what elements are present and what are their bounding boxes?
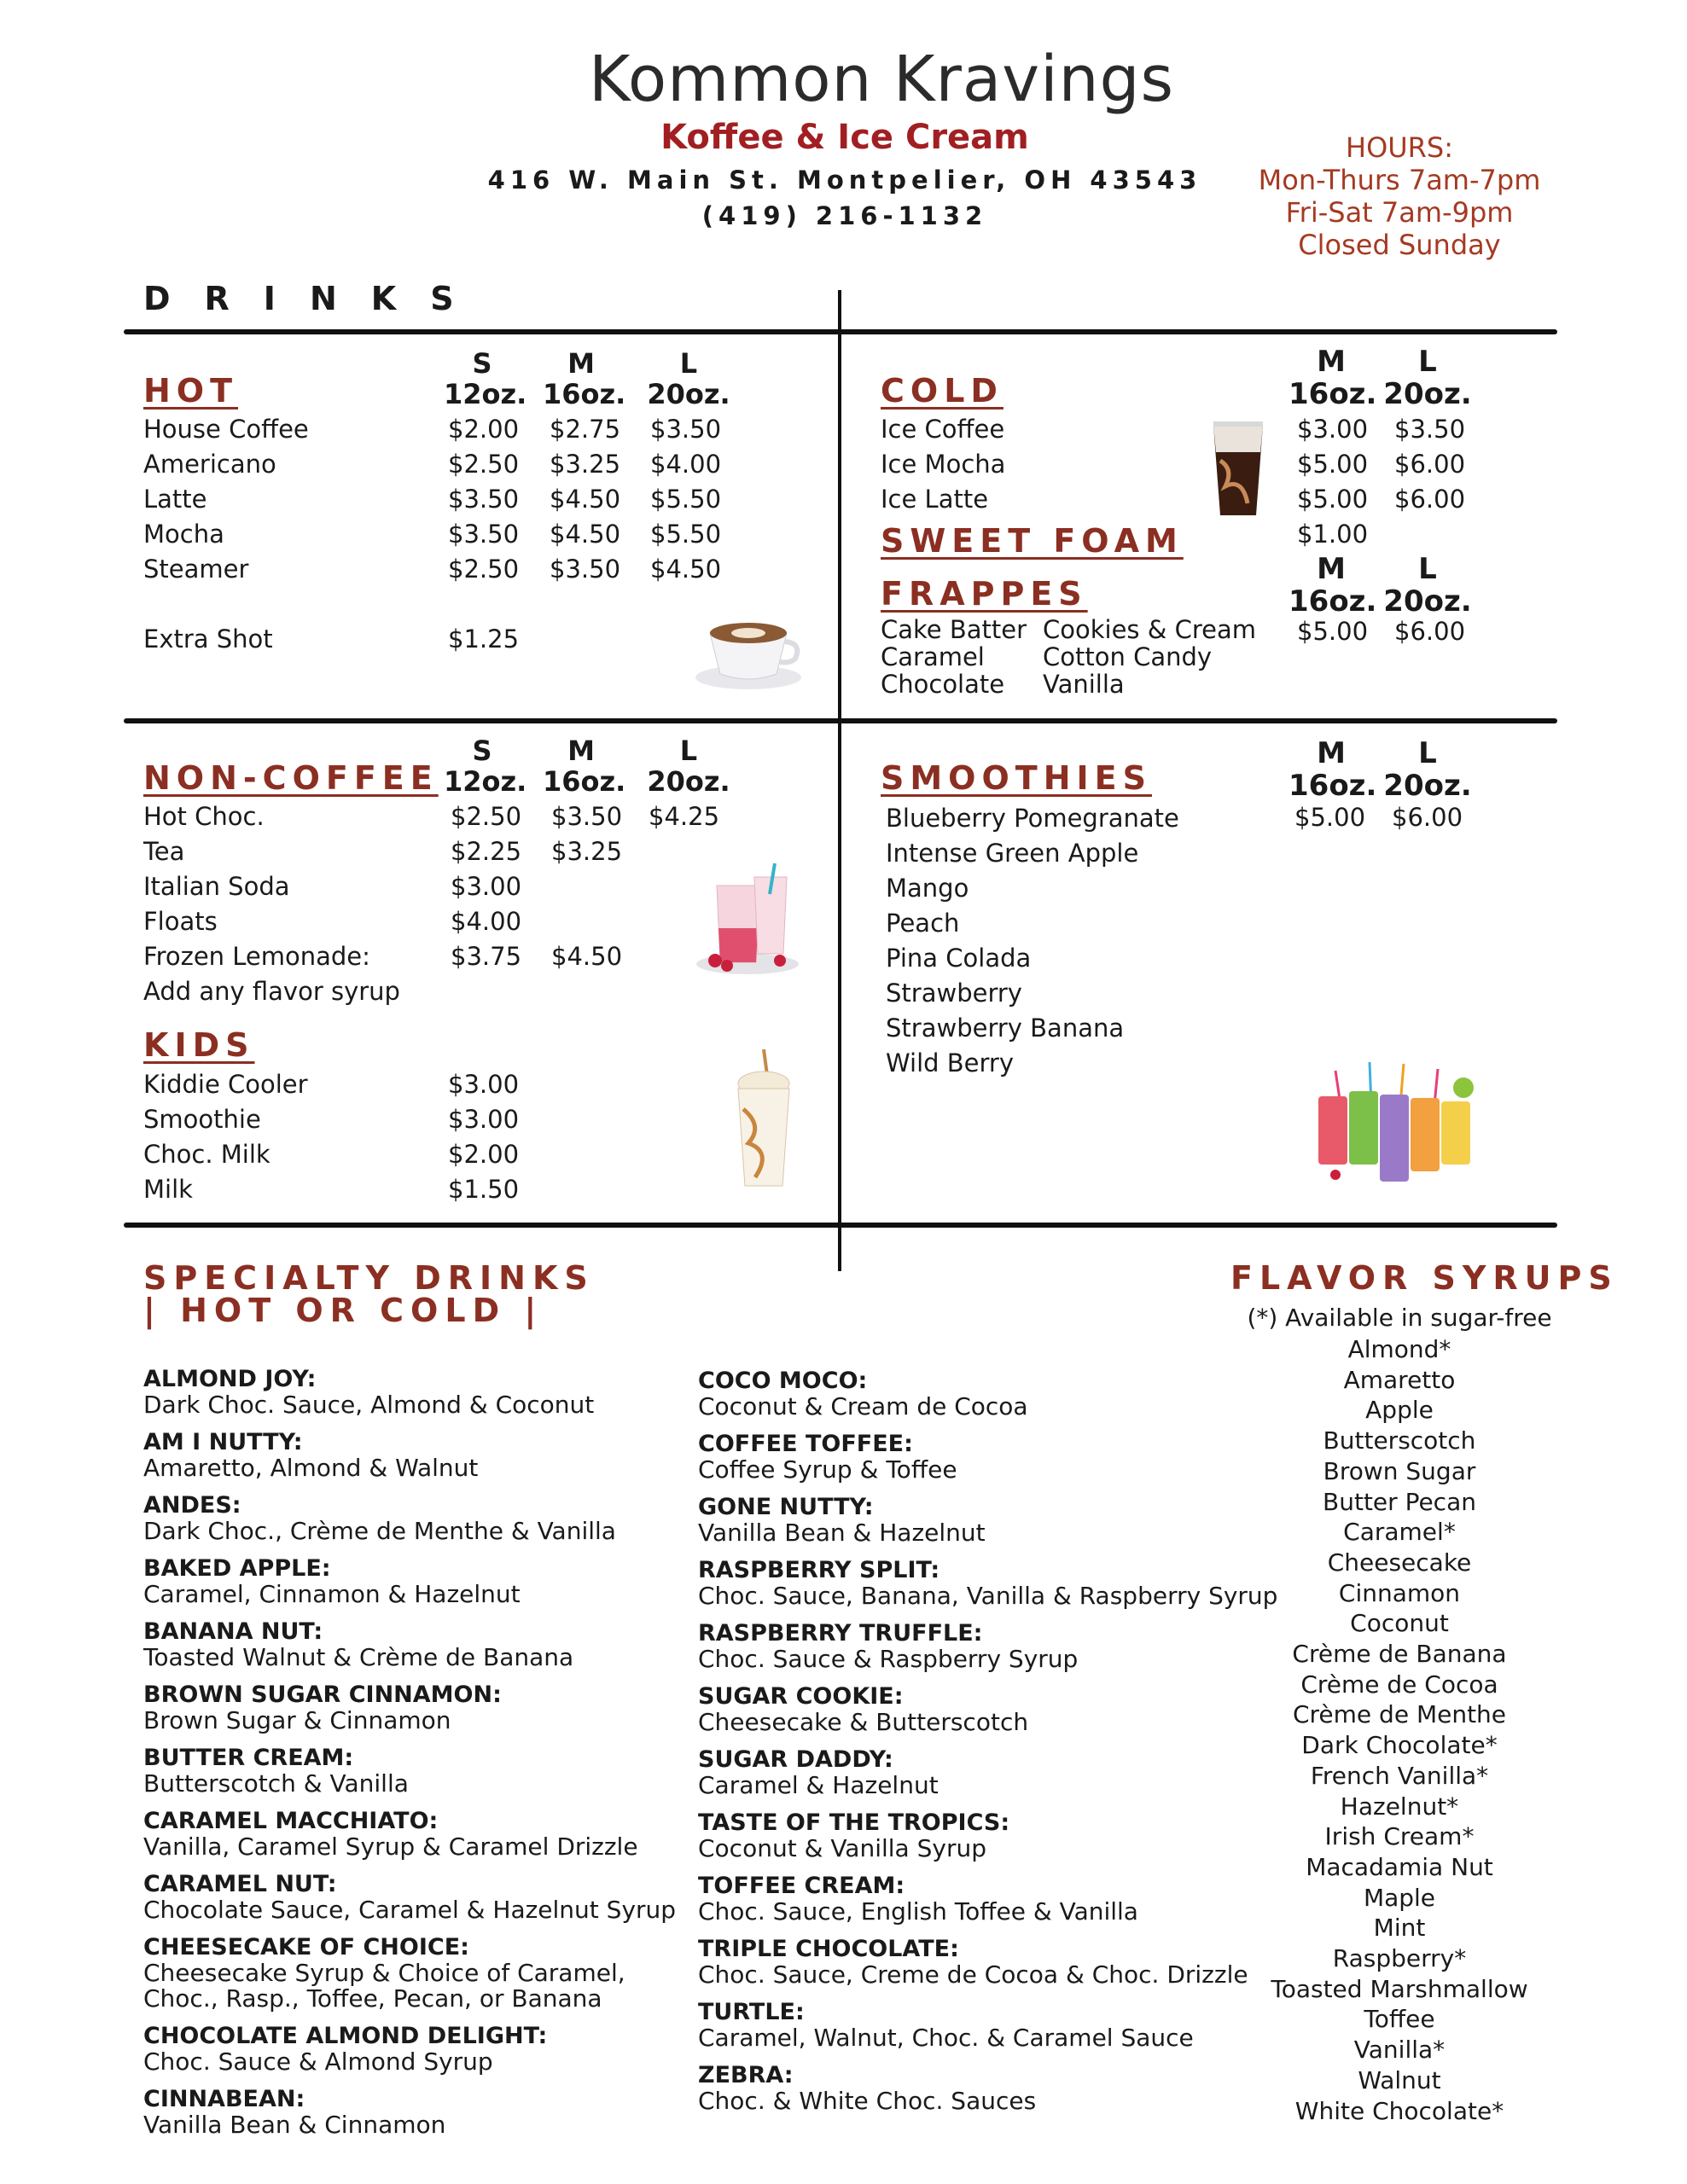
list-item: Mint — [1373, 1914, 1426, 1943]
list-item: Blueberry Pomegranate — [886, 804, 1179, 833]
list-item: BROWN SUGAR CINNAMON: Brown Sugar & Cinnamon — [143, 1682, 502, 1734]
list-item: Americano $2.50 $3.25 $4.00 — [143, 450, 722, 479]
list-item: Chocolate — [881, 670, 1005, 699]
list-item: ZEBRA: Choc. & White Choc. Sauces — [698, 2062, 1037, 2115]
list-item: Cotton Candy — [1043, 642, 1213, 671]
list-item: Hot Choc. $2.50 $3.50 $4.25 — [143, 802, 720, 831]
cold-list — [881, 412, 1495, 517]
list-item: CARAMEL NUT: Chocolate Sauce, Caramel & Hazelnut Syrup — [143, 1871, 677, 1924]
size-s-header: S 12oz. — [444, 735, 527, 798]
list-item: CHOCOLATE ALMOND DELIGHT: Choc. Sauce & Almond Syrup — [143, 2023, 548, 2076]
list-item: BAKED APPLE: Caramel, Cinnamon & Hazelnut — [143, 1555, 521, 1608]
list-item: BANANA NUT: Toasted Walnut & Crème de Banana — [143, 1618, 574, 1671]
size-m-header: M 16oz. — [1289, 552, 1377, 619]
drinks-title: DRINKS — [143, 280, 488, 317]
list-item: Hazelnut* — [1340, 1792, 1459, 1821]
size-m-header: M 16oz. — [1289, 736, 1377, 803]
list-item: SUGAR COOKIE: Cheesecake & Butterscotch — [698, 1683, 1029, 1736]
extra-shot-price: $1.25 — [448, 624, 520, 653]
section-hot-title: HOT — [143, 372, 239, 410]
list-item: TRIPLE CHOCOLATE: Choc. Sauce, Creme de Cocoa & Choc. Drizzle — [698, 1936, 1248, 1989]
list-item: Italian Soda $3.00 — [143, 872, 522, 901]
list-item: Cinnamon — [1338, 1578, 1461, 1607]
section-frappes-title: FRAPPES — [881, 575, 1088, 613]
list-item: COFFEE TOFFEE: Coffee Syrup & Toffee — [698, 1431, 957, 1484]
list-item: Crème de Menthe — [1292, 1700, 1507, 1729]
list-item: BUTTER CREAM: Butterscotch & Vanilla — [143, 1745, 409, 1798]
size-s-header: S 12oz. — [444, 347, 527, 410]
iced-coffee-image — [1208, 418, 1268, 520]
syrups-list — [1246, 1334, 1553, 2126]
hot-list — [143, 412, 741, 587]
smoothies-list — [886, 801, 1179, 1081]
list-item: TOFFEE CREAM: Choc. Sauce, English Toffee & Vanilla — [698, 1873, 1138, 1926]
syrups-note: (*) Available in sugar-free — [1247, 1304, 1552, 1332]
list-item: Walnut — [1358, 2065, 1441, 2094]
size-m-header: M 16oz. — [1289, 345, 1377, 411]
list-item: Cookies & Cream — [1043, 615, 1256, 644]
brand-logo: Kommon Kravings — [589, 43, 1175, 116]
list-item: ANDES: Dark Choc., Crème de Menthe & Vanilla — [143, 1492, 616, 1545]
list-item: House Coffee $2.00 $2.75 $3.50 — [143, 415, 722, 444]
list-item: Toasted Marshmallow — [1271, 1974, 1528, 2003]
smoothies-image — [1310, 1054, 1480, 1190]
section-non-coffee-title: NON-COFFEE — [143, 759, 439, 797]
smoothies-price-m: $5.00 — [1294, 803, 1366, 832]
list-item: Crème de Banana — [1292, 1640, 1507, 1669]
list-item: Cheesecake — [1327, 1548, 1472, 1577]
list-item: Butterscotch — [1323, 1426, 1476, 1455]
hours-line: Closed Sunday — [1298, 229, 1501, 261]
list-item: TURTLE: Caramel, Walnut, Choc. & Caramel Sauce — [698, 1999, 1194, 2052]
list-item: Cake Batter — [881, 615, 1027, 644]
list-item: Toffee — [1364, 2005, 1435, 2034]
sweet-foam-price: $1.00 — [1297, 520, 1369, 549]
list-item: Peach — [886, 909, 960, 938]
list-item: Caramel* — [1343, 1518, 1456, 1547]
size-l-header: L 20oz. — [647, 735, 730, 798]
list-item: Strawberry — [886, 979, 1022, 1008]
list-item: CINNABEAN: Vanilla Bean & Cinnamon — [143, 2086, 446, 2139]
divider — [838, 290, 841, 1271]
specialty-col2 — [698, 1368, 1295, 2126]
list-item: Milk $1.50 — [143, 1175, 520, 1204]
hours-block — [1229, 131, 1570, 261]
list-item: TASTE OF THE TROPICS: Coconut & Vanilla Syrup — [698, 1809, 1010, 1862]
list-item: Floats $4.00 — [143, 907, 522, 936]
size-m-header: M 16oz. — [543, 735, 626, 798]
list-item: Add any flavor syrup — [143, 977, 400, 1006]
coffee-cup-image — [691, 607, 806, 693]
list-item: Intense Green Apple — [886, 839, 1139, 868]
list-item: Choc. Milk $2.00 — [143, 1140, 520, 1169]
kids-list — [143, 1067, 655, 1207]
size-l-header: L 20oz. — [1383, 552, 1472, 619]
frappes-col2 — [1043, 616, 1256, 698]
section-sweet-foam-title: SWEET FOAM — [881, 522, 1184, 560]
address: 416 W. Main St. Montpelier, OH 43543 — [487, 166, 1202, 195]
list-item: Caramel — [881, 642, 985, 671]
list-item: French Vanilla* — [1310, 1761, 1489, 1790]
list-item: SUGAR DADDY: Caramel & Hazelnut — [698, 1746, 939, 1799]
list-item: Almond* — [1347, 1335, 1451, 1363]
hours-line: Fri-Sat 7am-9pm — [1285, 196, 1514, 229]
list-item: Vanilla — [1043, 670, 1125, 699]
list-item: Coconut — [1350, 1609, 1449, 1638]
list-item: Mocha $3.50 $4.50 $5.50 — [143, 520, 722, 549]
section-cold-title: COLD — [881, 372, 1003, 410]
size-l-header: L 20oz. — [1383, 345, 1472, 411]
specialty-subtitle: | HOT OR COLD | — [143, 1292, 544, 1329]
list-item: CHEESECAKE OF CHOICE: Cheesecake Syrup & Choice of Caramel, Choc., Rasp., Toffee, Pecan, or Banana — [143, 1934, 625, 2013]
list-item: GONE NUTTY: Vanilla Bean & Hazelnut — [698, 1494, 986, 1547]
brand-subtitle: Koffee & Ice Cream — [660, 118, 1029, 157]
frappes-price-l: $6.00 — [1394, 617, 1466, 646]
list-item: Tea $2.25 $3.25 — [143, 837, 623, 866]
list-item: Latte $3.50 $4.50 $5.50 — [143, 485, 722, 514]
list-item: AM I NUTTY: Amaretto, Almond & Walnut — [143, 1429, 479, 1482]
list-item: Smoothie $3.00 — [143, 1105, 520, 1134]
italian-soda-image — [691, 860, 806, 979]
list-item: Wild Berry — [886, 1048, 1015, 1077]
smoothies-price-l: $6.00 — [1392, 803, 1463, 832]
section-smoothies-title: SMOOTHIES — [881, 759, 1152, 797]
phone: (419) 216-1132 — [701, 201, 988, 230]
list-item: Irish Cream* — [1324, 1822, 1475, 1851]
list-item: COCO MOCO: Coconut & Cream de Cocoa — [698, 1368, 1028, 1420]
section-kids-title: KIDS — [143, 1026, 255, 1064]
list-item: Amaretto — [1343, 1365, 1456, 1394]
specialty-col1 — [143, 1367, 698, 2150]
list-item: Frozen Lemonade: $3.75 $4.50 — [143, 942, 623, 971]
list-item: Pina Colada — [886, 944, 1032, 973]
frappes-price-m: $5.00 — [1297, 617, 1369, 646]
frappes-col1 — [881, 616, 1027, 698]
size-m-header: M 16oz. — [543, 347, 626, 410]
list-item: Vanilla* — [1353, 2036, 1446, 2065]
list-item: RASPBERRY TRUFFLE: Choc. Sauce & Raspberry Syrup — [698, 1620, 1079, 1673]
list-item: RASPBERRY SPLIT: Choc. Sauce, Banana, Vanilla & Raspberry Syrup — [698, 1557, 1278, 1610]
list-item: Steamer $2.50 $3.50 $4.50 — [143, 555, 722, 584]
list-item: Macadamia Nut — [1306, 1852, 1493, 1881]
extra-shot-label: Extra Shot — [143, 624, 273, 653]
size-l-header: L 20oz. — [647, 347, 730, 410]
list-item: Mango — [886, 874, 969, 903]
list-item: Strawberry Banana — [886, 1014, 1125, 1043]
list-item: CARAMEL MACCHIATO: Vanilla, Caramel Syrup & Caramel Drizzle — [143, 1808, 638, 1861]
list-item: Apple — [1365, 1396, 1434, 1425]
syrups-title: FLAVOR SYRUPS — [1230, 1259, 1619, 1297]
frappe-cup-image — [730, 1049, 798, 1190]
list-item: Ice Mocha $5.00 $6.00 — [881, 450, 1466, 479]
list-item: Dark Chocolate* — [1301, 1731, 1498, 1760]
list-item: ALMOND JOY: Dark Choc. Sauce, Almond & Coconut — [143, 1366, 595, 1419]
list-item: Maple — [1363, 1883, 1436, 1912]
list-item: Ice Coffee $3.00 $3.50 — [881, 415, 1466, 444]
list-item: Crème de Cocoa — [1300, 1670, 1498, 1699]
list-item: White Chocolate* — [1294, 2096, 1504, 2125]
hours-line: Mon-Thurs 7am-7pm — [1258, 164, 1541, 196]
list-item: Ice Latte $5.00 $6.00 — [881, 485, 1466, 514]
specialty-title: SPECIALTY DRINKS — [143, 1259, 595, 1297]
list-item: Raspberry* — [1332, 1944, 1467, 1973]
non-coffee-list — [143, 799, 741, 1009]
list-item: Butter Pecan — [1323, 1487, 1476, 1516]
list-item: Kiddie Cooler $3.00 — [143, 1070, 520, 1099]
list-item: Brown Sugar — [1323, 1456, 1476, 1485]
size-l-header: L 20oz. — [1383, 736, 1472, 803]
hours-title: HOURS: — [1346, 131, 1453, 164]
